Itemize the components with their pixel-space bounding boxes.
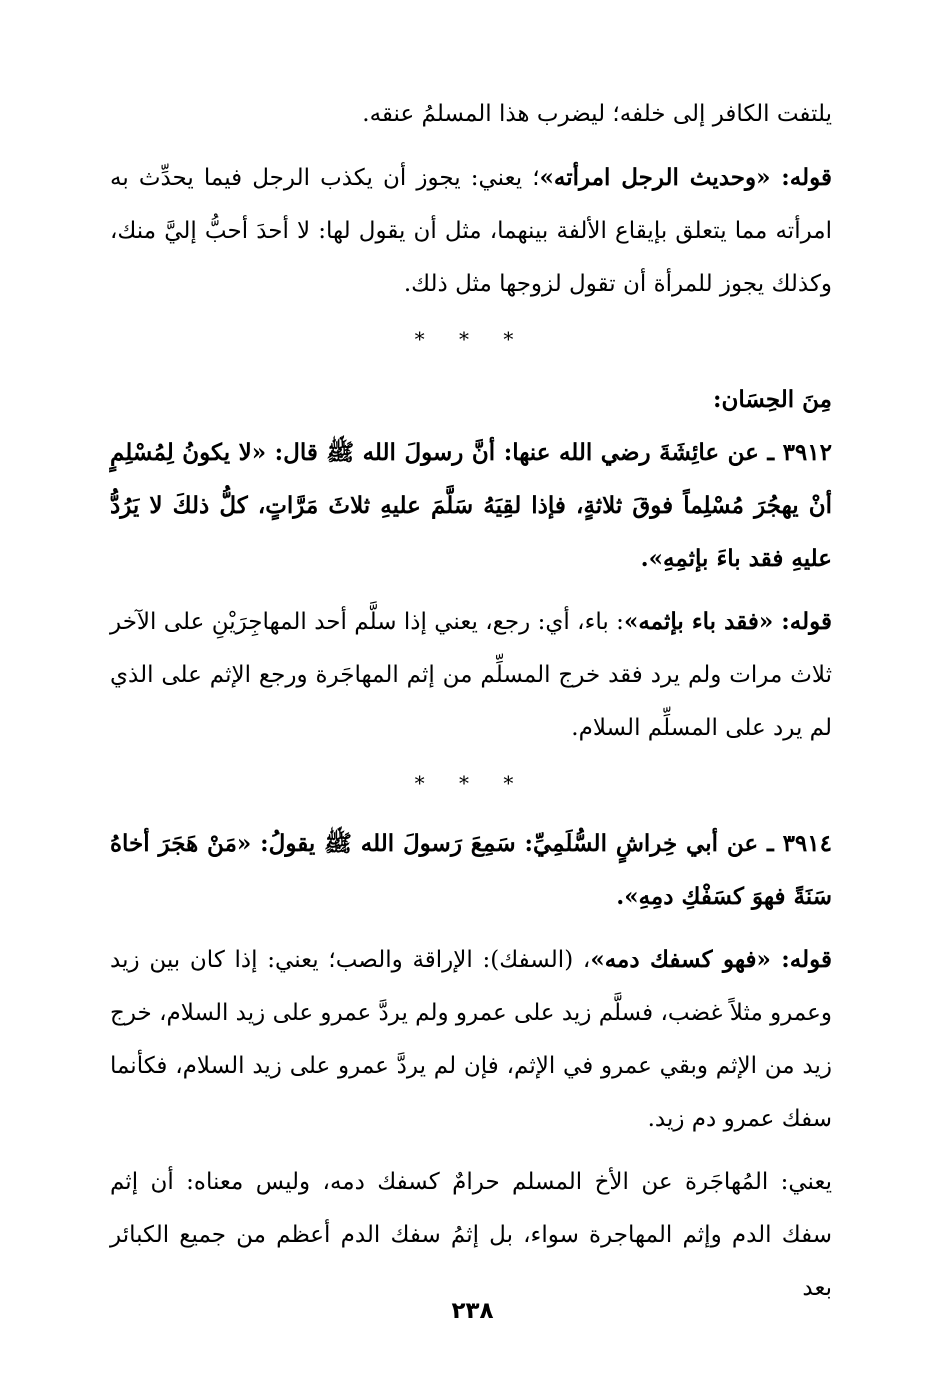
section-divider: * * *	[414, 327, 528, 351]
hadith-3914: ٣٩١٤ ـ عن أبي خِراشٍ السُّلَمِيِّ: سَمِعَ رَسولَ الله ﷺ يقولُ: «مَنْ هَجَرَ أخاهُ سَنَةً فهوَ كسَفْكِ دمِهِ».	[110, 830, 832, 910]
paragraph-commentary-3	[110, 933, 832, 1146]
paragraph-commentary-4: يعني: المُهاجَرة عن الأخ المسلم حرامٌ كسفك دمه، وليس معناه: أن إثم سفك الدم وإثم المهاجرة سواء، بل إثمُ سفك الدم أعظم من جميع الكبائر بعد	[110, 1169, 832, 1301]
hadith-3912: ٣٩١٢ ـ عن عائِشَةَ رضي الله عنها: أنَّ رسولَ الله ﷺ قال: «لا يكونُ لِمُسْلِمٍ أنْ يهجُرَ مُسْلِماً فوقَ ثلاثةٍ، فإذا لقِيَهُ سَلَّمَ عليهِ ثلاثَ مَرَّاتٍ، كلُّ ذلكَ لا يَرُدُّ عليهِ فقد باءَ بإثمِهِ».	[110, 439, 832, 572]
page-body	[110, 88, 832, 1315]
section-divider: * * *	[414, 771, 528, 795]
commentary-lead: قوله: «فقد باء بإثمه»	[623, 608, 833, 635]
paragraph-continuation: يلتفت الكافر إلى خلفه؛ ليضرب هذا المسلمُ عنقه.	[362, 101, 832, 127]
page-number: ٢٣٨	[451, 1298, 494, 1324]
paragraph-commentary-2	[110, 595, 832, 755]
commentary-text: ، (السفك): الإراقة والصب؛ يعني: إذا كان بين زيد وعمرو مثلاً غضب، فسلَّم زيد على عمرو ولم يردَّ عمرو على زيد السلام، خرج زيد من الإثم وبقي عمرو في الإثم، فإن لم يردَّ عمرو على زيد السلام، فكأنما سفك عمرو دم زيد.	[110, 947, 832, 1132]
paragraph-commentary-1	[110, 151, 832, 311]
section-heading: مِنَ الحِسَان:	[713, 386, 832, 413]
commentary-text: : باء، أي: رجع، يعني إذا سلَّم أحد المهاجِرَيْنِ على الآخر ثلاث مرات ولم يرد فقد خرج المسلِّم من إثم المهاجَرة ورجع الإثم على الذي لم يرد على المسلِّم السلام.	[110, 609, 832, 741]
commentary-lead: قوله: «فهو كسفك دمه»	[590, 946, 832, 973]
commentary-text: ؛ يعني: يجوز أن يكذب الرجل فيما يحدِّث به امرأته مما يتعلق بإيقاع الألفة بينهما، مثل أن يقول لها: لا أحدَ أحبُّ إليَّ منك، وكذلك يجوز للمرأة أن تقول لزوجها مثل ذلك.	[110, 165, 832, 297]
commentary-lead: قوله: «وحديث الرجل امرأته»	[539, 164, 833, 191]
